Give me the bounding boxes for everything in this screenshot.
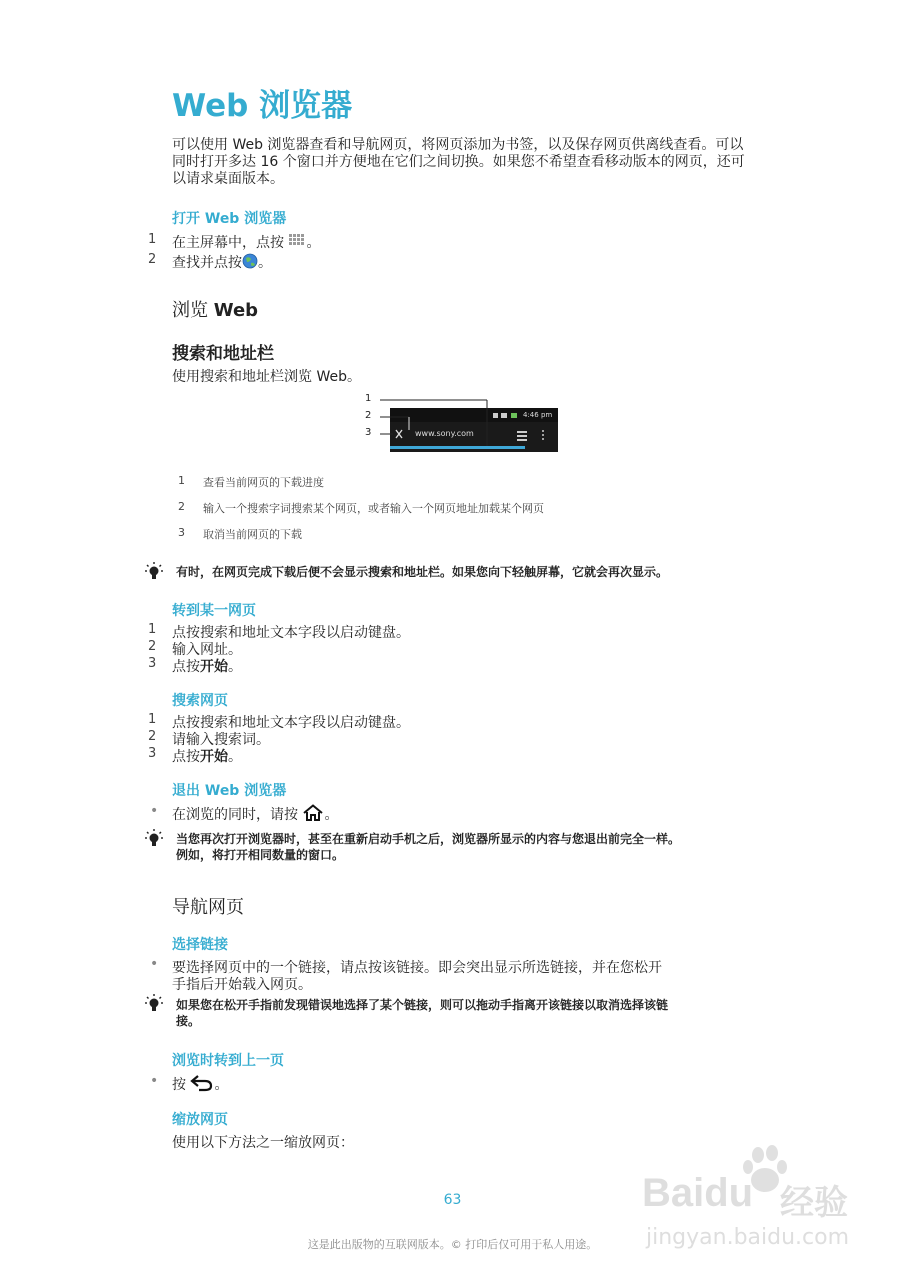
url-field: www.sony.com	[415, 429, 474, 438]
step-number: 2	[148, 729, 157, 744]
step-number: 2	[148, 639, 157, 654]
intro-paragraph: 可以使用 Web 浏览器查看和导航网页，将网页添加为书签，以及保存网页供离线查看。可以同时打开多达 16 个窗口并方便地在它们之间切换。如果您不希望查看移动版本的网页，还可以请求桌面版本。	[172, 137, 745, 187]
step-text: 在主屏幕中，点按 。	[172, 235, 321, 251]
tip-text: 有时，在网页完成下载后便不会显示搜索和地址栏。如果您向下轻触屏幕，它就会再次显示。	[176, 565, 669, 579]
step-text: 输入网址。	[172, 642, 242, 658]
open-browser-heading: 打开 Web 浏览器	[172, 211, 287, 227]
status-time: 4:46 pm	[523, 411, 553, 419]
caption-number: 2	[178, 500, 185, 513]
step-text: 请输入搜索词。	[172, 732, 270, 748]
step-text: 点按开始。	[172, 659, 242, 675]
step-text: 按 。	[172, 1074, 228, 1096]
step-text: 点按开始。	[172, 749, 242, 765]
footer-note: 这是此出版物的互联网版本。© 打印后仅可用于私人用途。	[307, 1238, 598, 1251]
browse-web-heading: 浏览 Web	[172, 300, 259, 321]
bullet: •	[150, 956, 159, 972]
select-link-text: 要选择网页中的一个链接，请点按该链接。即会突出显示所选链接，并在您松开	[172, 960, 662, 976]
go-back-heading: 浏览时转到上一页	[172, 1053, 284, 1069]
step-text: 查找并点按 。	[172, 255, 272, 271]
search-bar-description: 使用搜索和地址栏浏览 Web。	[172, 369, 361, 385]
navigate-heading: 导航网页	[172, 897, 244, 918]
watermark-brand: Baidu	[642, 1171, 754, 1215]
caption-number: 3	[178, 526, 185, 539]
caption-text: 取消当前网页的下载	[203, 528, 302, 541]
step-number: 3	[148, 746, 157, 761]
step-text: 点按搜索和地址文本字段以启动键盘。	[172, 715, 410, 731]
callout-2: 2	[365, 410, 372, 421]
apps-grid-icon	[288, 233, 306, 253]
goto-page-heading: 转到某一网页	[172, 603, 256, 619]
tip-text: 例如，将打开相同数量的窗口。	[176, 848, 345, 862]
lightbulb-icon	[144, 561, 164, 581]
zoom-heading: 缩放网页	[172, 1112, 228, 1128]
step-number: 2	[148, 252, 157, 267]
globe-icon	[242, 253, 258, 273]
tip-text: 如果您在松开手指前发现错误地选择了某个链接，则可以拖动手指离开该链接以取消选择该链	[176, 998, 669, 1012]
address-bar-screenshot	[365, 394, 560, 456]
step-number: 1	[148, 232, 157, 247]
select-link-heading: 选择链接	[172, 937, 228, 953]
step-text: 点按搜索和地址文本字段以启动键盘。	[172, 625, 410, 641]
home-icon	[302, 804, 324, 826]
search-page-heading: 搜索网页	[172, 693, 228, 709]
step-number: 1	[148, 622, 157, 637]
select-link-text: 手指后开始载入网页。	[172, 977, 312, 993]
caption-text: 输入一个搜索字词搜索某个网页，或者输入一个网页地址加载某个网页	[203, 502, 544, 515]
step-text: 在浏览的同时，请按 。	[172, 804, 338, 826]
tip-text: 接。	[176, 1014, 201, 1028]
page-number: 63	[443, 1192, 462, 1208]
watermark-url: jingyan.baidu.com	[646, 1225, 850, 1250]
exit-browser-heading: 退出 Web 浏览器	[172, 783, 287, 799]
watermark-brand-cn: 经验	[780, 1183, 848, 1223]
bullet: •	[150, 803, 159, 819]
lightbulb-icon	[144, 993, 164, 1013]
step-number: 1	[148, 712, 157, 727]
caption-number: 1	[178, 474, 185, 487]
baidu-watermark	[640, 1145, 860, 1255]
caption-text: 查看当前网页的下载进度	[203, 476, 324, 489]
zoom-description: 使用以下方法之一缩放网页：	[172, 1135, 354, 1151]
callout-1: 1	[365, 393, 372, 404]
step-number: 3	[148, 656, 157, 671]
back-icon	[190, 1074, 214, 1096]
callout-3: 3	[365, 427, 372, 438]
bullet: •	[150, 1073, 159, 1089]
lightbulb-icon	[144, 828, 164, 848]
tip-text: 当您再次打开浏览器时，甚至在重新启动手机之后，浏览器所显示的内容与您退出前完全一样。	[176, 832, 681, 846]
page-title: Web 浏览器	[172, 88, 353, 124]
search-bar-heading: 搜索和地址栏	[172, 344, 274, 364]
